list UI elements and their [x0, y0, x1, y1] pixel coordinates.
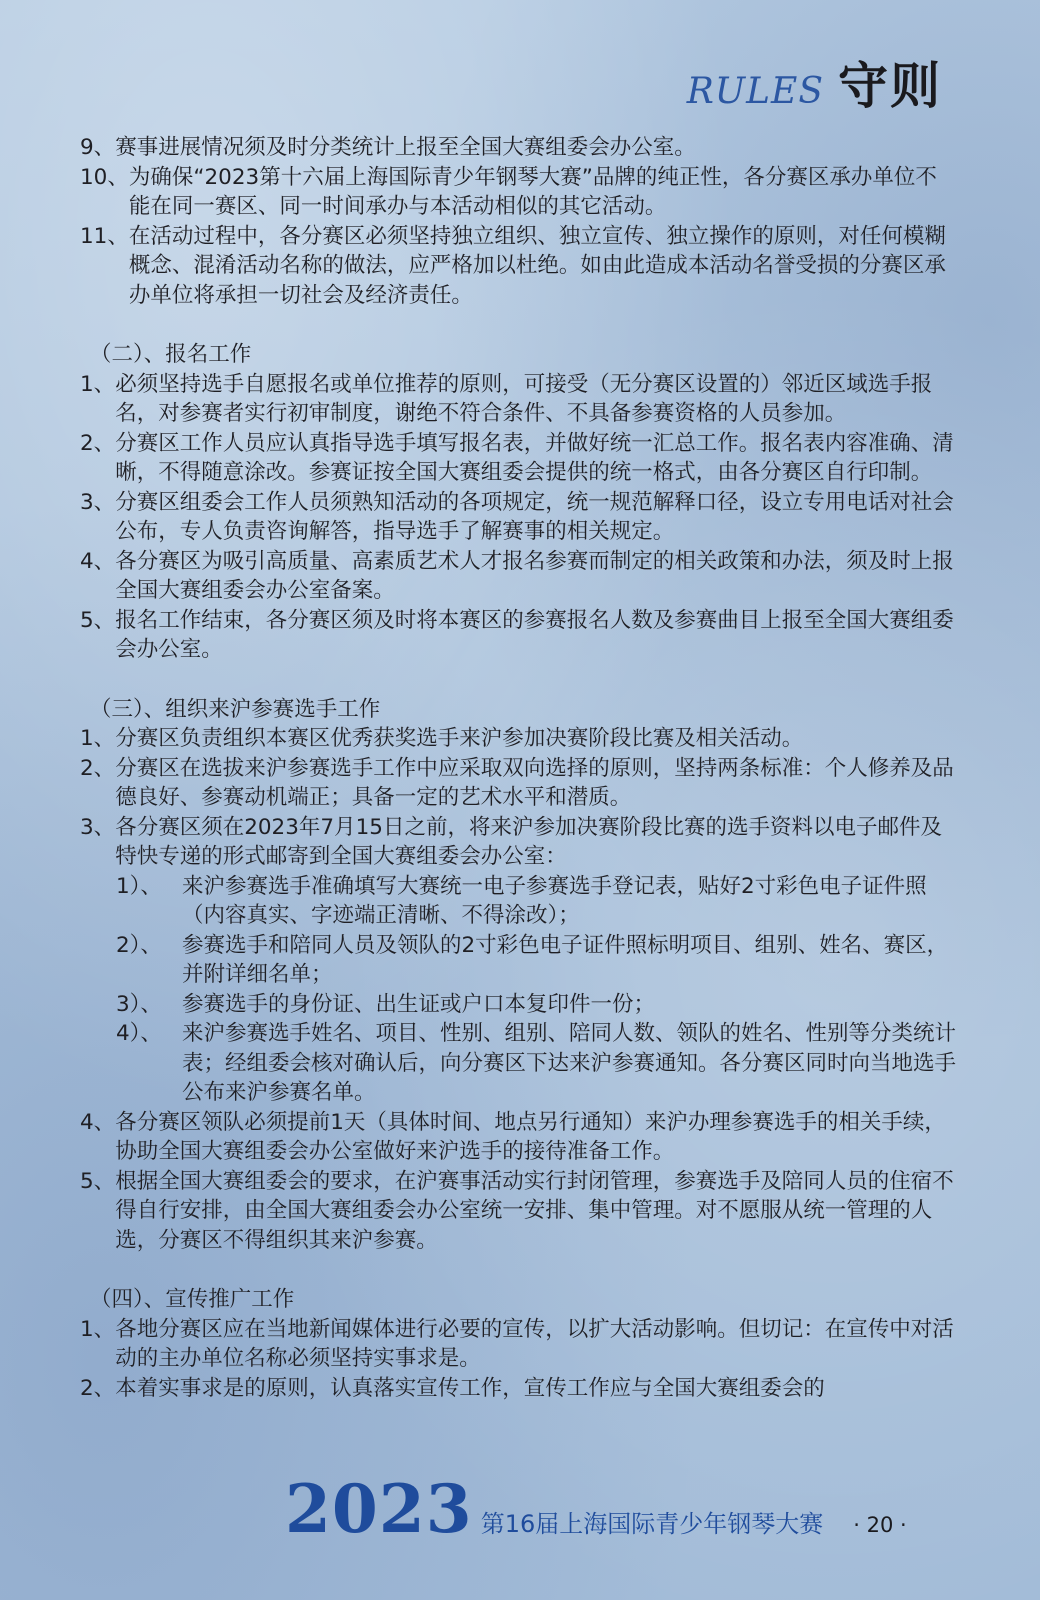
item-text: 来沪参赛选手姓名、项目、性别、组别、陪同人数、领队的姓名、性别等分类统计表；经组委会核对确认后，向分赛区下达来沪参赛通知。各分赛区同时向当地选手公布来沪参赛名单。	[182, 1021, 957, 1105]
item-text: 分赛区组委会工作人员须熟知活动的各项规定，统一规范解释口径，设立专用电话对社会公布，专人负责咨询解答，指导选手了解赛事的相关规定。	[115, 489, 954, 544]
sub-list-item	[80, 990, 958, 1020]
item-text: 分赛区负责组织本赛区优秀获奖选手来沪参加决赛阶段比赛及相关活动。	[115, 726, 804, 751]
sub-list-item	[80, 1019, 958, 1108]
item-text: 分赛区工作人员应认真指导选手填写报名表，并做好统一汇总工作。报名表内容准确、清晰，不得随意涂改。参赛证按全国大赛组委会提供的统一格式，由各分赛区自行印制。	[115, 430, 954, 485]
footer-event-title: 第16届上海国际青少年钢琴大赛	[480, 1510, 824, 1538]
footer-year: 2023	[285, 1470, 473, 1548]
item-number: 2、	[80, 755, 116, 781]
rule-item	[80, 133, 958, 163]
item-number: 11、	[80, 223, 129, 249]
sub-list-item	[80, 931, 958, 990]
item-number: 5、	[80, 607, 116, 633]
item-text: 报名工作结束，各分赛区须及时将本赛区的参赛报名人数及参赛曲目上报至全国大赛组委会办公室。	[115, 607, 954, 662]
rule-item	[80, 163, 958, 222]
item-text: 在活动过程中，各分赛区必须坚持独立组织、独立宣传、独立操作的原则，对任何模糊概念、混淆活动名称的做法，应严格加以杜绝。如由此造成本活动名誉受损的分赛区承办单位将承担一切社会及经济责任。	[128, 223, 946, 308]
rule-item	[80, 1315, 958, 1374]
header-chinese-title: 守则	[838, 56, 942, 115]
item-number: 5、	[80, 1168, 116, 1194]
item-number: 4、	[80, 1109, 116, 1135]
rule-item	[80, 606, 958, 665]
page-footer	[285, 1470, 907, 1548]
item-text: 参赛选手的身份证、出生证或户口本复印件一份；	[182, 991, 656, 1017]
rule-item	[80, 724, 958, 754]
item-text: 各地分赛区应在当地新闻媒体进行必要的宣传，以扩大活动影响。但切记：在宣传中对活动的主办单位名称必须坚持实事求是。	[115, 1316, 954, 1371]
item-number: 3、	[80, 489, 116, 515]
item-number: 2）、	[116, 932, 162, 958]
rule-item	[80, 754, 958, 813]
item-text: 分赛区在选拔来沪参赛选手工作中应采取双向选择的原则，坚持两条标准：个人修养及品德良好、参赛动机端正；具备一定的艺术水平和潜质。	[115, 755, 954, 810]
item-text: 各分赛区为吸引高质量、高素质艺术人才报名参赛而制定的相关政策和办法，须及时上报全国大赛组委会办公室备案。	[115, 548, 954, 603]
rule-item	[80, 1167, 958, 1256]
rule-item	[80, 1108, 958, 1167]
sub-list-item	[80, 872, 958, 931]
item-number: 3、	[80, 814, 116, 840]
item-number: 2、	[80, 430, 116, 456]
rule-item	[80, 547, 958, 606]
page-number: · 20 ·	[853, 1513, 907, 1537]
item-text: 各分赛区领队必须提前1天（具体时间、地点另行通知）来沪办理参赛选手的相关手续，协助全国大赛组委会办公室做好来沪选手的接待准备工作。	[115, 1109, 946, 1164]
page-header	[687, 46, 942, 118]
rule-item	[80, 1374, 958, 1404]
item-number: 1、	[80, 1316, 116, 1342]
item-text: 为确保“2023第十六届上海国际青少年钢琴大赛”品牌的纯正性，各分赛区承办单位不能在同一赛区、同一时间承办与本活动相似的其它活动。	[128, 164, 937, 219]
item-number: 4）、	[116, 1021, 162, 1046]
item-text: 各分赛区须在2023年7月15日之前，将来沪参加决赛阶段比赛的选手资料以电子邮件及特快专递的形式邮寄到全国大赛组委会办公室：	[115, 814, 942, 869]
item-number: 3）、	[116, 991, 162, 1017]
header-english-title: RULES	[686, 71, 824, 112]
rule-item	[80, 429, 958, 488]
item-number: 1、	[80, 726, 116, 751]
rule-item	[80, 370, 958, 429]
item-text: 根据全国大赛组委会的要求，在沪赛事活动实行封闭管理，参赛选手及陪同人员的住宿不得自行安排，由全国大赛组委会办公室统一安排、集中管理。对不愿服从统一管理的人选，分赛区不得组织其来沪参赛。	[115, 1168, 954, 1253]
item-number: 9、	[80, 135, 116, 160]
item-number: 4、	[80, 548, 116, 574]
item-text: 本着实事求是的原则，认真落实宣传工作，宣传工作应与全国大赛组委会的	[115, 1375, 825, 1401]
rule-item	[80, 488, 958, 547]
section-heading: （四）、宣传推广工作	[90, 1287, 295, 1312]
item-text: 必须坚持选手自愿报名或单位推荐的原则，可接受（无分赛区设置的）邻近区域选手报名，对参赛者实行初审制度，谢绝不符合条件、不具备参赛资格的人员参加。	[115, 371, 933, 426]
rules-content	[80, 133, 958, 1403]
rule-item	[80, 813, 958, 872]
section-heading: （二）、报名工作	[90, 342, 252, 367]
item-number: 2、	[80, 1375, 116, 1401]
item-text: 赛事进展情况须及时分类统计上报至全国大赛组委会办公室。	[115, 135, 696, 160]
section-heading: （三）、组织来沪参赛选手工作	[90, 696, 381, 722]
item-text: 来沪参赛选手准确填写大赛统一电子参赛选手登记表，贴好2寸彩色电子证件照（内容真实、字迹端正清晰、不得涂改）；	[182, 873, 927, 928]
item-text: 参赛选手和陪同人员及领队的2寸彩色电子证件照标明项目、组别、姓名、赛区，并附详细名单；	[182, 932, 949, 987]
item-number: 1）、	[116, 873, 162, 899]
item-number: 1、	[80, 371, 116, 397]
rule-item	[80, 222, 958, 311]
item-number: 10、	[80, 164, 129, 190]
